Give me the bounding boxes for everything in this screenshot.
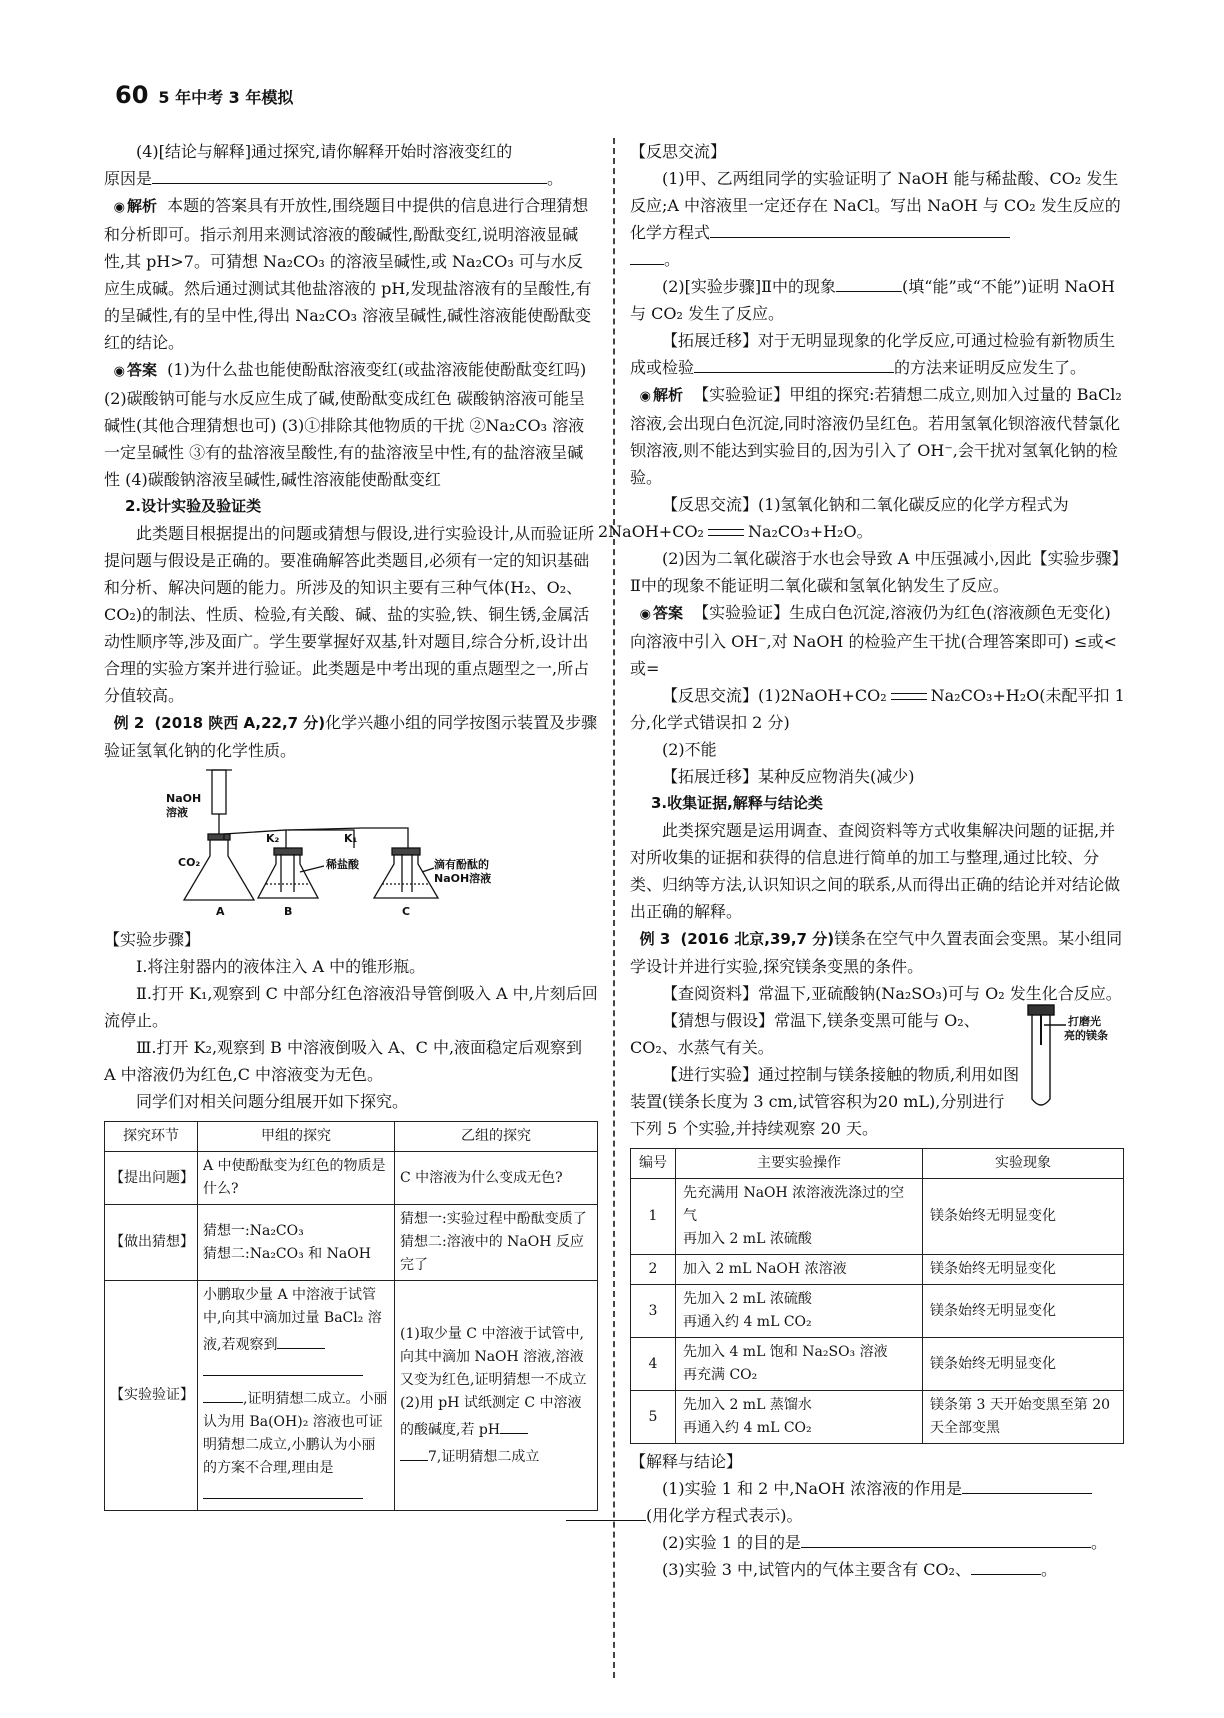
tube-label-2: 亮的镁条	[1064, 1029, 1108, 1042]
blank-concl-3[interactable]	[971, 1556, 1041, 1575]
info: 【查阅资料】常温下,亚硫酸钠(Na₂SO₃)可与 O₂ 发生化合反应。	[662, 984, 1122, 1003]
example-3-label: 例 3	[639, 930, 671, 948]
col-header: 编号	[631, 1149, 676, 1179]
q4-answer-line: 原因是 。	[104, 165, 598, 192]
step-1: Ⅰ.将注射器内的液体注入 A 中的锥形瓶。	[136, 957, 426, 976]
section-2-title: 2.设计实验及验证类	[125, 497, 262, 515]
table-cell: A 中使酚酞变为红色的物质是什么?	[198, 1152, 395, 1205]
step-2: Ⅱ.打开 K₁,观察到 C 中部分红色溶液沿导管倒吸入 A 中,片刻后回流停止。	[104, 984, 598, 1030]
blank-ph-2[interactable]	[400, 1442, 428, 1461]
k2-label: K₂	[266, 832, 280, 845]
table-header-row	[105, 1122, 598, 1152]
guess: 【猜想与假设】常温下,镁条变黑可能与 O₂、CO₂、水蒸气有关。	[630, 1011, 980, 1057]
left-column	[104, 138, 598, 1511]
table-header-row	[631, 1149, 1124, 1179]
label-a: A	[216, 905, 225, 918]
col-header: 乙组的探究	[395, 1122, 598, 1152]
phenol-label-2: NaOH溶液	[434, 872, 492, 885]
analysis-block-right: ◉ 解析 【实验验证】甲组的探究:若猜想二成立,则加入过量的 BaCl₂溶液,会出现白色沉淀,同时溶液仍呈红色。若用氢氧化钡溶液代替氯化钡溶液,则不能达到实验目的,因为引入了 OH⁻,会干扰对氢氧化钠的检验。	[630, 381, 1130, 491]
syringe-shape	[212, 770, 226, 814]
section-3-body: 此类探究题是运用调查、查阅资料等方式收集解决问题的证据,并对所收集的证据和获得的信息进行简单的加工与整理,通过比较、分类、归纳等方法,认识知识之间的联系,从而得出正确的结论并对结论做出正确的解释。	[630, 821, 1121, 921]
inquiry-table	[104, 1121, 598, 1511]
example-2-source: (2018 陕西 A,22,7 分)	[154, 714, 326, 732]
naoh-label: NaOH	[166, 792, 202, 805]
section-2-body: 此类题目根据提出的问题或猜想与假设,进行实验设计,从而验证所提问题与假设是正确的。要准确解答此类题目,必须有一定的知识基础和分析、解决问题的能力。所涉及的知识主要有三种气体(H₂、O₂、CO₂)的制法、性质、检验,有关酸、碱、盐的实验,铁、铜生锈,金属活动性顺序等,涉及面广。学生要掌握好双基,针对题目,综合分析,设计出合理的实验方案并进行验证。此类题是中考出现的重点题型之一,所占分值较高。	[104, 524, 595, 705]
exp-block	[630, 1007, 1130, 1142]
table-cell: 小鹏取少量 A 中溶液于试管中,向其中滴加过量 BaCl₂ 溶液,若观察到 ,证明猜想二成立。小丽认为用 Ba(OH)₂ 溶液也可证明猜想二成立,小鹏认为小丽的方案不合理,理由是	[198, 1281, 395, 1511]
col-header: 探究环节	[105, 1122, 198, 1152]
blank-equation-end[interactable]	[630, 246, 664, 265]
example-2	[104, 709, 598, 764]
answer-text: (1)为什么盐也能使酚酞溶液变红(或盐溶液能使酚酞变红吗) (2)碳酸钠可能与水反应生成了碱,使酚酞变成红色 碳酸钠溶液可能呈碱性(其他合理猜想也可) (3)①排除其他物质的干扰 ②Na₂CO₃ 溶液一定呈碱性 ③有的盐溶液呈酸性,有的盐溶液呈中性,有的盐溶液呈碱性 (4)碳酸钠溶液呈碱性,碱性溶液能使酚酞变红	[104, 360, 587, 489]
analysis-block	[104, 192, 598, 356]
test-tube-diagram	[1020, 1003, 1130, 1115]
book-title: 5 年中考 3 年模拟	[158, 88, 294, 107]
table-row	[105, 1205, 598, 1281]
table-cell: 【实验验证】	[105, 1281, 198, 1511]
blank-equation[interactable]	[710, 219, 1010, 238]
col-header: 甲组的探究	[198, 1122, 395, 1152]
table-cell: C 中溶液为什么变成无色?	[395, 1152, 598, 1205]
answer-4: 【拓展迁移】某种反应物消失(减少)	[662, 767, 915, 786]
experiment-table	[630, 1148, 1124, 1444]
flask-a	[184, 838, 254, 900]
analysis-3: (2)因为二氧化碳溶于水也会导致 A 中压强减小,因此【实验步骤】Ⅱ中的现象不能证明二氧化碳和氢氧化钠发生了反应。	[630, 549, 1128, 595]
example-3-source: (2016 北京,39,7 分)	[680, 930, 835, 948]
blank-extend[interactable]	[694, 354, 894, 373]
q4-blank[interactable]	[152, 165, 547, 184]
tube-stopper	[1028, 1005, 1054, 1015]
equals-arrow	[891, 693, 927, 700]
steps-title: 【实验步骤】	[104, 930, 201, 949]
example-2-label: 例 2	[113, 714, 145, 732]
column-divider	[613, 138, 615, 1678]
analysis-tag: ◉ 解析	[114, 197, 157, 215]
blank-concl-2[interactable]	[801, 1529, 1091, 1548]
analysis-tag-right: ◉ 解析	[640, 386, 683, 404]
extend: 【拓展迁移】对于无明显现象的化学反应,可通过检验有新物质生成或检验 的方法来证明反应发生了。	[630, 331, 1116, 377]
naoh-label-2: 溶液	[166, 806, 188, 819]
phenol-label-1: 滴有酚酞的	[434, 858, 489, 871]
right-column	[598, 138, 1130, 1583]
equals-arrow	[708, 529, 744, 536]
hcl-label: 稀盐酸	[326, 858, 359, 871]
conclusion-title: 【解释与结论】	[630, 1452, 743, 1471]
col-header: 实验现象	[923, 1149, 1124, 1179]
answer-tag-right: ◉ 答案	[640, 604, 683, 622]
flask-b	[258, 854, 318, 898]
blank-concl-1c[interactable]	[566, 1502, 646, 1521]
table-row	[105, 1152, 598, 1205]
exp-text: 【进行实验】通过控制与镁条接触的物质,利用如图装置(镁条长度为 3 cm,试管容积为20 mL),分别进行下列 5 个实验,并持续观察 20 天。	[630, 1065, 1020, 1138]
col-header: 主要实验操作	[676, 1149, 923, 1179]
table-row: 1 先充满用 NaOH 浓溶液洗涤过的空气 再加入 2 mL 浓硫酸 镁条始终无明显变化	[631, 1179, 1124, 1255]
blank-can[interactable]	[836, 273, 902, 292]
answer-equation: 【反思交流】(1)2NaOH+CO₂ Na₂CO₃+H₂O(未配平扣 1 分,化学式错误扣 2 分)	[630, 686, 1125, 732]
blank-observe-end[interactable]	[203, 1384, 243, 1403]
table-row: 5 先加入 2 mL 蒸馏水 再通入约 4 mL CO₂ 镁条第 3 天开始变黑至第 20 天全部变黑	[631, 1391, 1124, 1444]
conclusion-1: (1)实验 1 和 2 中,NaOH 浓溶液的作用是 (用化学方程式表示)。	[630, 1475, 1130, 1529]
reflect-1: (1)甲、乙两组同学的实验证明了 NaOH 能与稀盐酸、CO₂ 发生反应;A 中溶液里一定还存在 NaCl。写出 NaOH 与 CO₂ 发生反应的化学方程式 。	[630, 169, 1121, 269]
blank-reason[interactable]	[203, 1480, 363, 1499]
page-header	[115, 82, 293, 112]
example-2-text: 化学兴趣小组的同学按图示装置及步骤验证氢氧化钠的化学性质。	[104, 713, 598, 760]
table-row: 2 加入 2 mL NaOH 浓溶液 镁条始终无明显变化	[631, 1255, 1124, 1285]
conclusion-2: (2)实验 1 的目的是 。	[630, 1529, 1130, 1556]
example-3: 例 3 (2016 北京,39,7 分)镁条在空气中久置表面会变黑。某小组同学设计并进行实验,探究镁条变黑的条件。	[630, 929, 1123, 976]
table-cell: 猜想一:Na₂CO₃ 猜想二:Na₂CO₃ 和 NaOH	[198, 1205, 395, 1281]
page-number: 60	[115, 81, 149, 109]
table-cell: 猜想一:实验过程中酚酞变质了 猜想二:溶液中的 NaOH 反应完了	[395, 1205, 598, 1281]
conclusion-3: (3)实验 3 中,试管内的气体主要含有 CO₂、 。	[630, 1556, 1130, 1583]
answer-block-right: ◉ 答案 【实验验证】生成白色沉淀,溶液仍为红色(溶液颜色无变化) 向溶液中引入 OH⁻,对 NaOH 的检验产生干扰(合理答案即可) ≤或<或=	[630, 599, 1130, 682]
label-c: C	[402, 905, 411, 918]
tube-label-1: 打磨光	[1068, 1015, 1101, 1028]
table-cell: (1)取少量 C 中溶液于试管中,向其中滴加 NaOH 溶液,溶液又变为红色,证明猜想一不成立 (2)用 pH 试纸测定 C 中溶液的酸碱度,若 pH 7,证明猜想二成立	[395, 1281, 598, 1511]
section-3-title: 3.收集证据,解释与结论类	[651, 794, 823, 812]
step-3: Ⅲ.打开 K₂,观察到 B 中溶液倒吸入 A、C 中,液面稳定后观察到 A 中溶液仍为红色,C 中溶液变为无色。	[104, 1038, 583, 1084]
flask-c	[374, 854, 438, 898]
co2-label: CO₂	[178, 856, 201, 869]
answer-tag: ◉ 答案	[114, 361, 157, 379]
analysis-text: 本题的答案具有开放性,围绕题目中提供的信息进行合理猜想和分析即可。指示剂用来测试溶液的酸碱性,酚酞变红,说明溶液显碱性,其 pH>7。可猜想 Na₂CO₃ 的溶液呈碱性,或 Na₂CO₃ 可与水反应生成碱。然后通过测试其他盐溶液的 pH,发现盐溶液有的呈酸性,有的呈碱性,有的呈中性,得出 Na₂CO₃ 溶液呈碱性,碱性溶液能使酚酞变红的结论。	[104, 196, 592, 352]
apparatus-diagram	[166, 768, 496, 918]
table-cell: 【提出问题】	[105, 1152, 198, 1205]
blank-concl-1[interactable]	[962, 1475, 1092, 1494]
k1-label: K₁	[344, 832, 358, 845]
blank-ph[interactable]	[500, 1415, 528, 1434]
answer-3: (2)不能	[662, 740, 717, 759]
blank-observe-cont[interactable]	[203, 1357, 363, 1376]
reflect-title: 【反思交流】	[630, 142, 727, 161]
table-row: 4 先加入 4 mL 饱和 Na₂SO₃ 溶液 再充满 CO₂ 镁条始终无明显变化	[631, 1338, 1124, 1391]
table-row	[105, 1281, 598, 1511]
table-row: 3 先加入 2 mL 浓硫酸 再通入约 4 mL CO₂ 镁条始终无明显变化	[631, 1285, 1124, 1338]
answer-block	[104, 356, 598, 493]
q4-line: (4)[结论与解释]通过探究,请你解释开始时溶液变红的	[136, 142, 513, 161]
label-b: B	[284, 905, 293, 918]
table-cell: 【做出猜想】	[105, 1205, 198, 1281]
step-after: 同学们对相关问题分组展开如下探究。	[136, 1092, 409, 1111]
blank-observe[interactable]	[277, 1330, 325, 1349]
reflect-2: (2)[实验步骤]Ⅱ中的现象 (填“能”或“不能”)证明 NaOH 与 CO₂ 发生了反应。	[630, 273, 1130, 327]
analysis-equation: 【反思交流】(1)氢氧化钠和二氧化碳反应的化学方程式为 2NaOH+CO₂ Na₂CO₃+H₂O。	[598, 495, 1069, 541]
